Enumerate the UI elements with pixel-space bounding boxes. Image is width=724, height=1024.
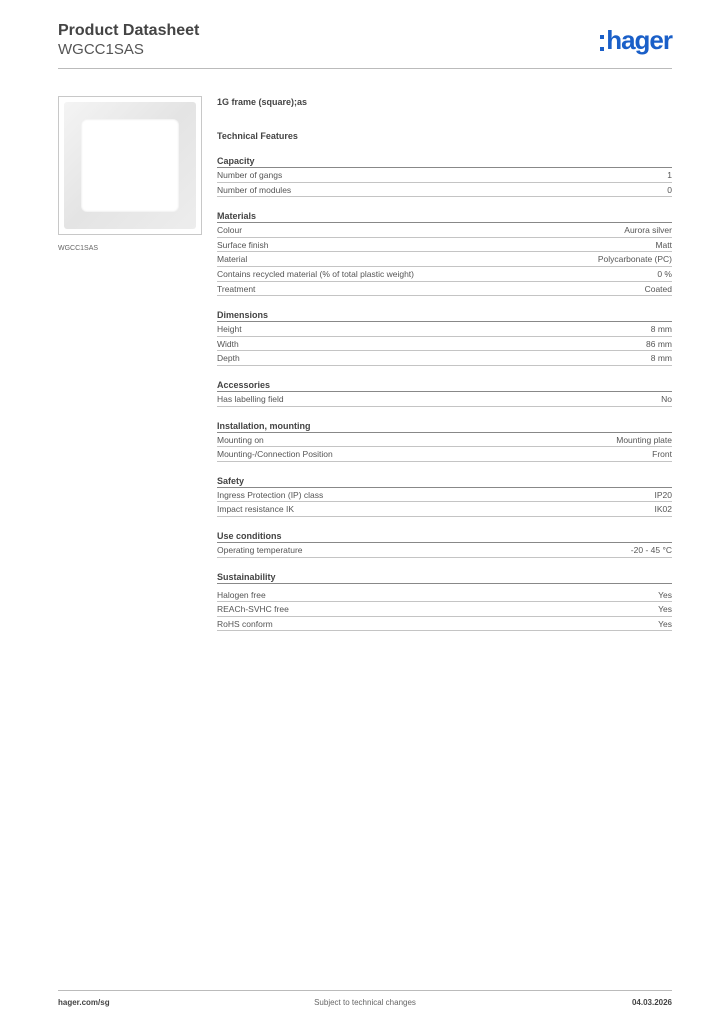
spec-row <box>217 392 672 407</box>
spec-value: 1 <box>667 170 672 180</box>
spec-label: Impact resistance IK <box>217 504 295 515</box>
spec-row <box>217 322 672 337</box>
frame-outer <box>64 102 196 229</box>
spec-value: Aurora silver <box>624 225 672 236</box>
section-capacity <box>217 155 672 197</box>
features-panel <box>217 96 672 631</box>
spec-label: Material <box>217 254 248 265</box>
section-title: Installation, mounting <box>217 420 672 433</box>
spec-label: Treatment <box>217 283 256 294</box>
spec-label: Contains recycled material (% of total plastic weight) <box>217 268 414 279</box>
spec-value: 8 mm <box>650 324 672 335</box>
spec-label: Mounting on <box>217 434 264 445</box>
product-name: 1G frame (square);as <box>217 97 308 107</box>
page-title: Product Datasheet <box>58 22 200 39</box>
section-title: Safety <box>217 475 672 488</box>
section-title: Materials <box>217 210 672 223</box>
spec-value: 0 % <box>657 268 672 279</box>
header-divider <box>58 68 672 69</box>
spec-value: IK02 <box>654 504 672 515</box>
spec-row <box>217 238 672 253</box>
spec-label: Surface finish <box>217 239 269 250</box>
spec-row <box>217 447 672 462</box>
section-title: Capacity <box>217 155 672 168</box>
spec-label: RoHS conform <box>217 618 273 629</box>
spec-value: 8 mm <box>650 353 672 364</box>
footer-notice: Subject to technical changes <box>314 998 416 1007</box>
spec-row <box>217 543 672 558</box>
spec-label: Halogen free <box>217 589 266 600</box>
footer-divider <box>58 990 672 991</box>
spec-label: REACh-SVHC free <box>217 604 289 615</box>
spec-row <box>217 183 672 198</box>
spec-row <box>217 223 672 238</box>
spec-value: -20 - 45 °C <box>630 544 672 555</box>
logo-colon-icon <box>600 35 604 51</box>
spec-label: Mounting-/Connection Position <box>217 449 333 460</box>
section-use-conditions <box>217 530 672 558</box>
spec-row <box>217 282 672 297</box>
product-image <box>58 96 202 235</box>
spec-value: 86 mm <box>646 338 672 349</box>
feature-sections <box>217 155 672 631</box>
spec-label: Operating temperature <box>217 544 303 555</box>
section-dimensions <box>217 309 672 366</box>
spec-label: Width <box>217 338 239 349</box>
product-code: WGCC1SAS <box>58 41 144 58</box>
frame-inner <box>81 119 179 212</box>
section-title: Dimensions <box>217 309 672 322</box>
spec-row <box>217 488 672 503</box>
footer-date: 04.03.2026 <box>631 998 672 1007</box>
section-sustainability <box>217 571 672 632</box>
section-title: Sustainability <box>217 571 672 584</box>
spec-row <box>217 252 672 267</box>
section-title: Use conditions <box>217 530 672 543</box>
spec-value: 0 <box>667 184 672 195</box>
technical-features-title: Technical Features <box>217 131 298 141</box>
spec-row <box>217 502 672 517</box>
page-header <box>58 22 672 70</box>
spec-value: IP20 <box>654 489 672 500</box>
spec-label: Depth <box>217 353 240 364</box>
spec-value: Mounting plate <box>616 434 672 445</box>
spec-label: Colour <box>217 225 243 236</box>
spec-value: Yes <box>658 618 672 629</box>
spec-value: Front <box>652 449 672 460</box>
footer-website-link[interactable]: hager.com/sg <box>58 998 110 1007</box>
spec-row <box>217 617 672 632</box>
logo-text: hager <box>606 25 672 55</box>
spec-label: Height <box>217 324 242 335</box>
spec-value: No <box>661 393 672 404</box>
spec-row <box>217 602 672 617</box>
spec-row <box>217 351 672 366</box>
section-title: Accessories <box>217 379 672 392</box>
spec-label: Number of gangs <box>217 170 283 180</box>
spec-value: Yes <box>658 604 672 615</box>
section-accessories <box>217 379 672 407</box>
spec-row <box>217 337 672 352</box>
spec-value: Coated <box>644 283 672 294</box>
spec-label: Number of modules <box>217 184 292 195</box>
section-installation-mounting <box>217 420 672 462</box>
section-safety <box>217 475 672 517</box>
section-materials <box>217 210 672 296</box>
spec-row <box>217 588 672 603</box>
spec-row <box>217 267 672 282</box>
spec-label: Has labelling field <box>217 393 284 404</box>
image-caption: WGCC1SAS <box>58 245 99 252</box>
spec-value: Polycarbonate (PC) <box>597 254 672 265</box>
spec-row <box>217 168 672 183</box>
spec-row <box>217 433 672 448</box>
hager-logo <box>600 26 672 54</box>
spec-value: Yes <box>658 589 672 600</box>
spec-value: Matt <box>655 239 672 250</box>
spec-label: Ingress Protection (IP) class <box>217 489 324 500</box>
